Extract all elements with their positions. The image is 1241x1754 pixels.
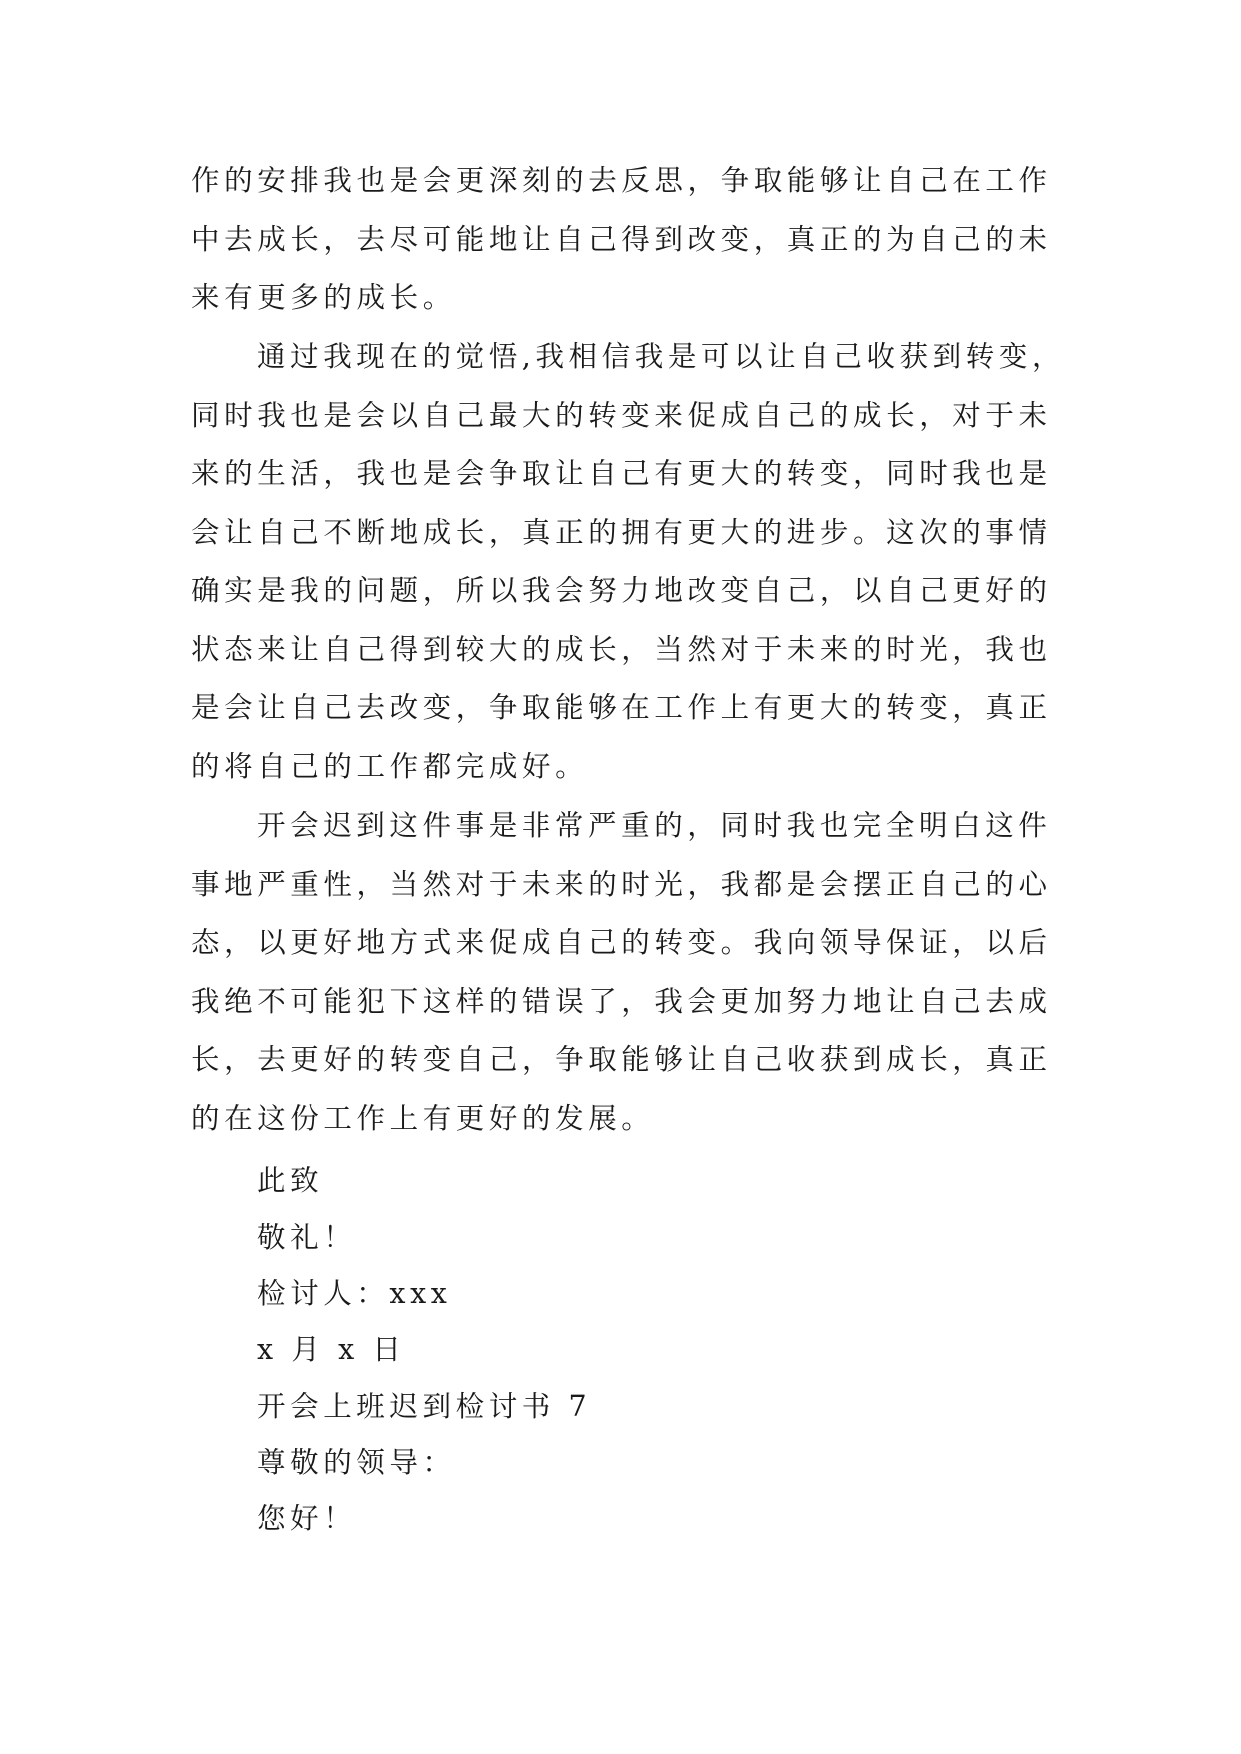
paragraph-line: 确实是我的问题，所以我会努力地改变自己，以自己更好的 bbox=[191, 574, 1052, 607]
paragraph-line: 开会迟到这件事是非常严重的，同时我也完全明白这件 bbox=[257, 809, 1052, 842]
paragraph-line: 会让自己不断地成长，真正的拥有更大的进步。这次的事情 bbox=[191, 515, 1052, 549]
next-letter-title: 开会上班迟到检讨书 7 bbox=[257, 1390, 592, 1423]
date-line: x 月 x 日 bbox=[257, 1333, 406, 1366]
paragraph-2 bbox=[191, 328, 1066, 796]
paragraph-line: 是会让自己去改变，争取能够在工作上有更大的转变，真正 bbox=[191, 691, 1052, 724]
paragraph-line: 中去成长，去尽可能地让自己得到改变，真正的为自己的未 bbox=[191, 222, 1052, 256]
paragraph-line: 的在这份工作上有更好的发展。 bbox=[191, 1101, 655, 1135]
paragraph-line: 我绝不可能犯下这样的错误了，我会更加努力地让自己去成 bbox=[191, 984, 1052, 1018]
paragraph-3 bbox=[191, 797, 1051, 1148]
next-letter-opening: 您好！ bbox=[257, 1502, 357, 1535]
paragraph-line: 长，去更好的转变自己，争取能够让自己收获到成长，真正 bbox=[191, 1043, 1052, 1076]
paragraph-line: 状态来让自己得到较大的成长，当然对于未来的时光，我也 bbox=[191, 632, 1052, 666]
paragraph-line: 的将自己的工作都完成好。 bbox=[191, 749, 589, 783]
paragraph-line: 来的生活，我也是会争取让自己有更大的转变，同时我也是 bbox=[191, 457, 1052, 490]
paragraph-line: 同时我也是会以自己最大的转变来促成自己的成长，对于未 bbox=[191, 398, 1052, 432]
paragraph-line: 通过我现在的觉悟,我相信我是可以让自己收获到转变， bbox=[257, 340, 1066, 373]
closing-salutation: 此致 bbox=[257, 1164, 324, 1197]
paragraph-1 bbox=[191, 152, 1051, 328]
paragraph-line: 态，以更好地方式来促成自己的转变。我向领导保证，以后 bbox=[191, 926, 1052, 959]
paragraph-line: 作的安排我也是会更深刻的去反思，争取能够让自己在工作 bbox=[191, 164, 1052, 197]
paragraph-line: 来有更多的成长。 bbox=[191, 281, 456, 314]
next-letter-greeting: 尊敬的领导： bbox=[257, 1446, 456, 1479]
paragraph-line: 事地严重性，当然对于未来的时光，我都是会摆正自己的心 bbox=[191, 867, 1052, 901]
closing-respect: 敬礼！ bbox=[257, 1221, 357, 1254]
signer-line: 检讨人：xxx bbox=[257, 1277, 452, 1310]
